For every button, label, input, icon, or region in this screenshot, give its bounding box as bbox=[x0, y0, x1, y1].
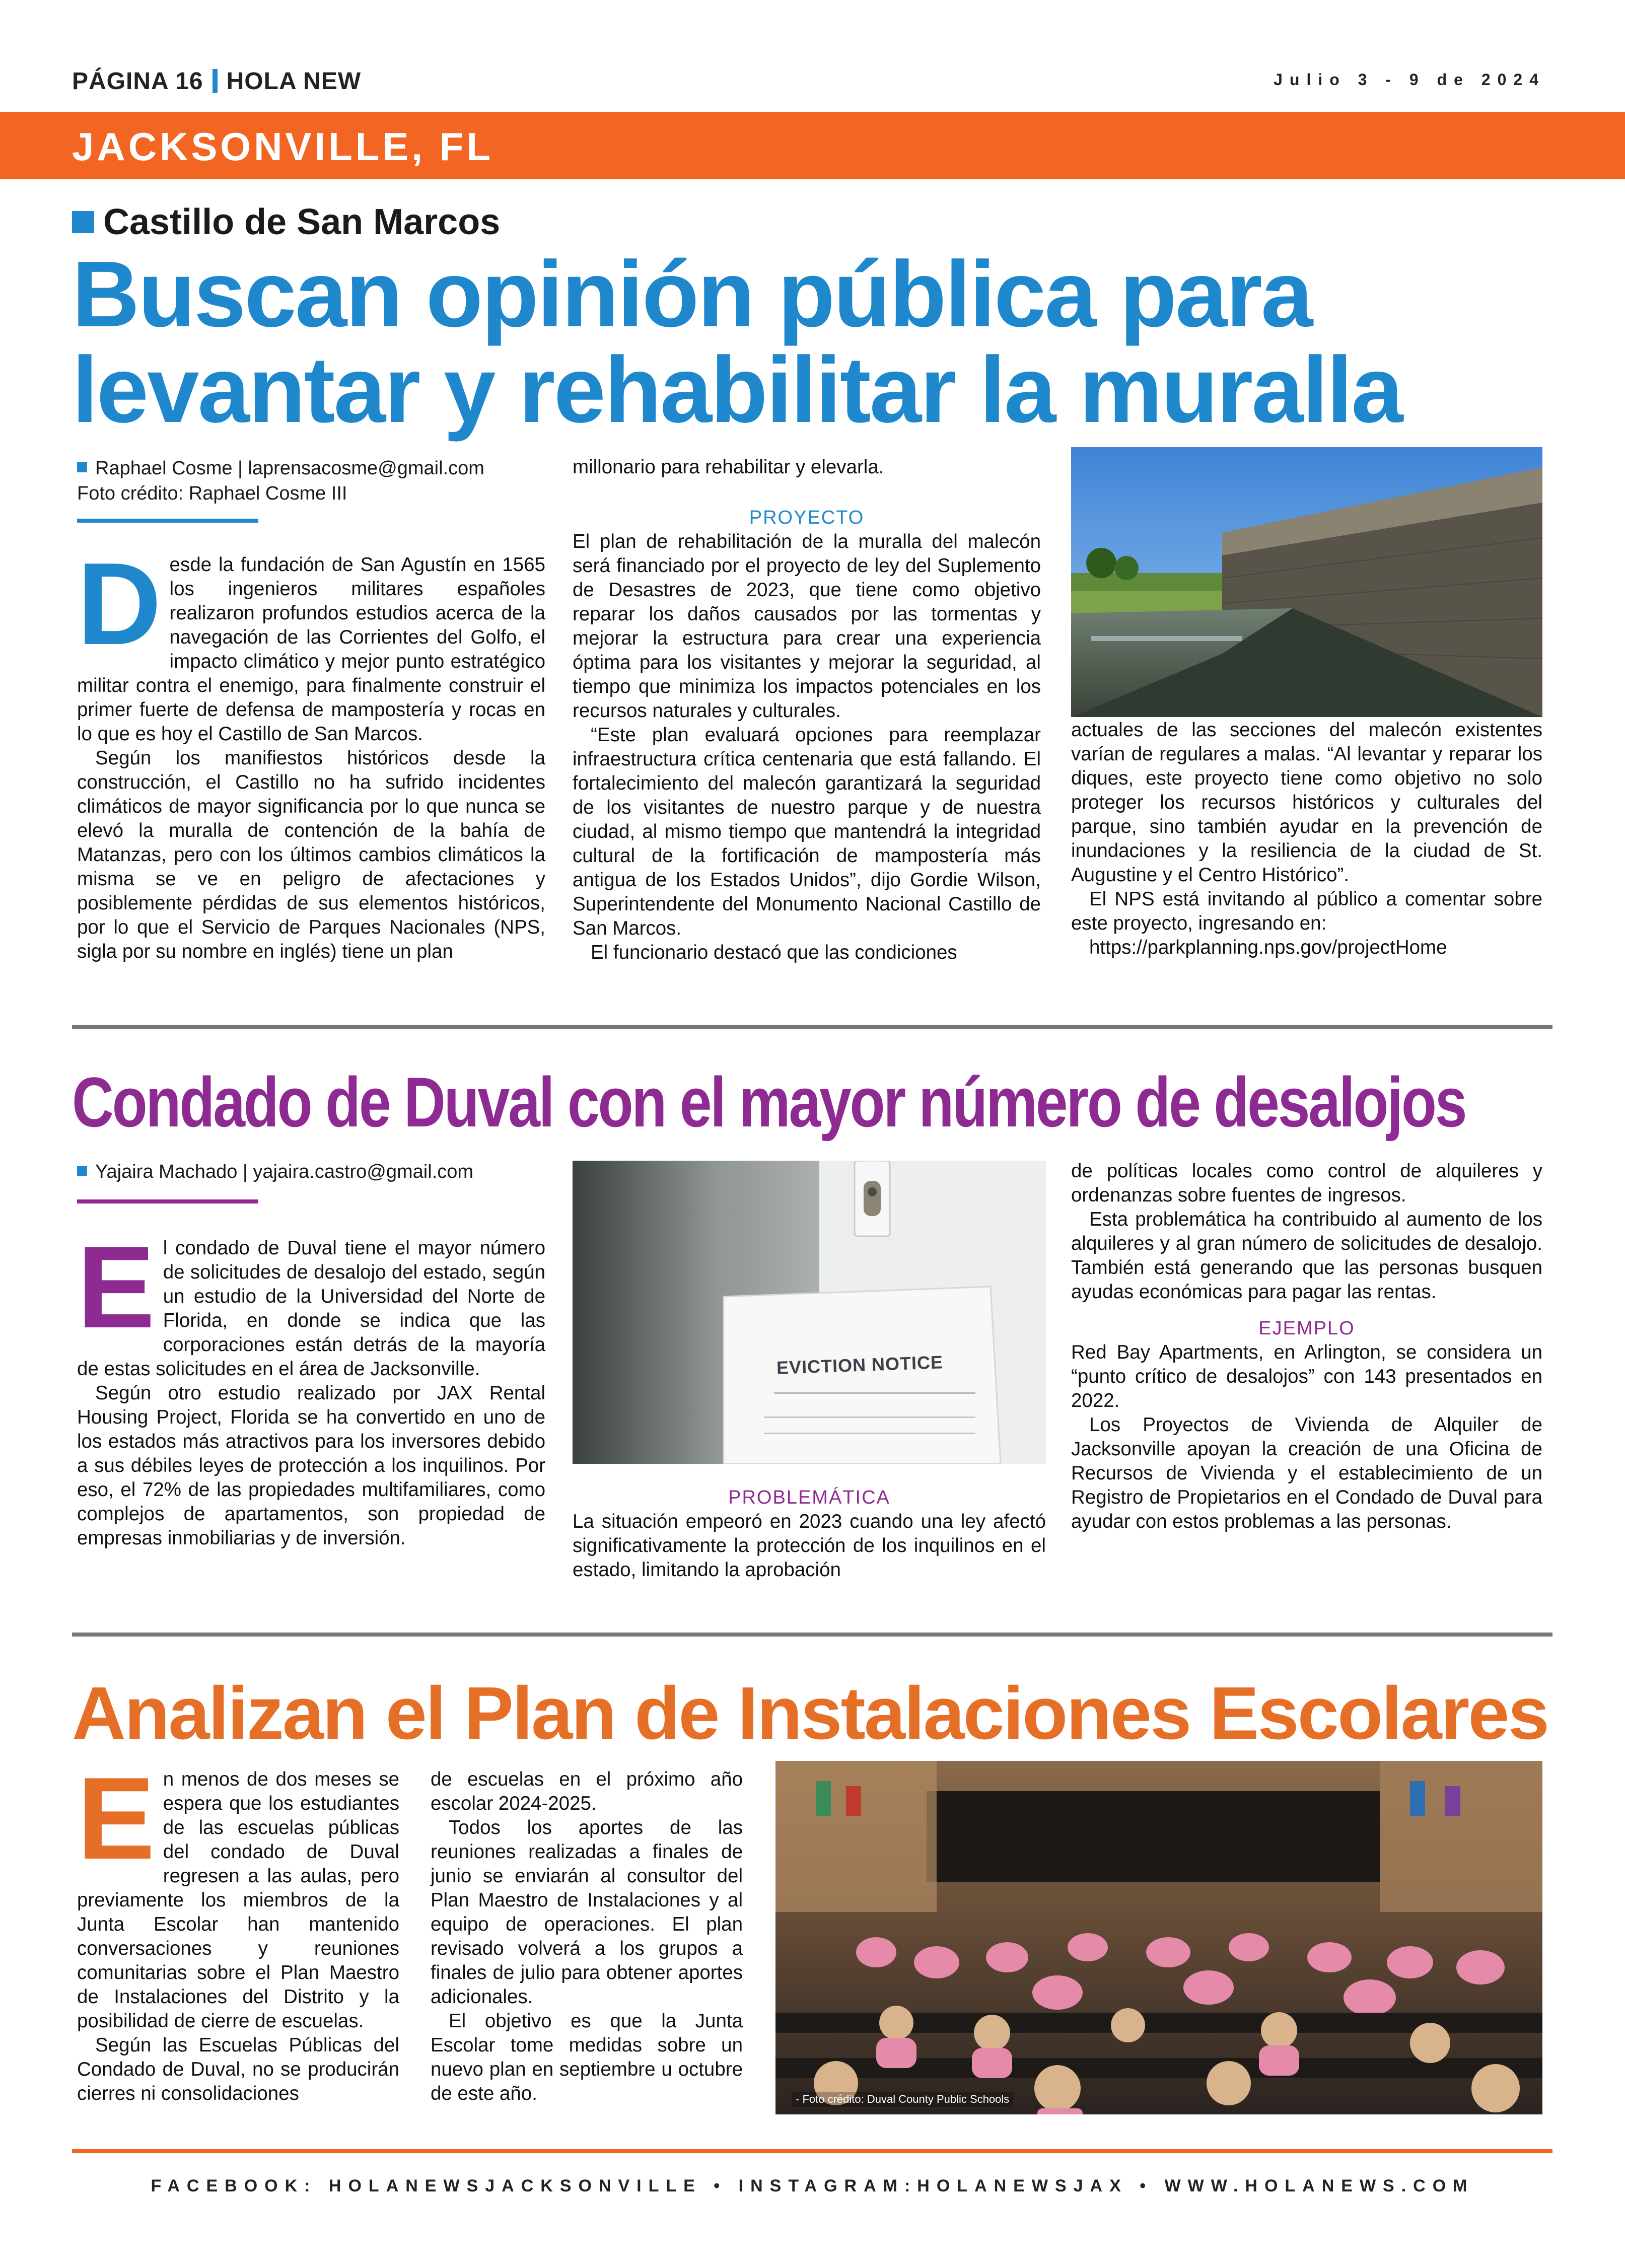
article3-column-1 bbox=[77, 1753, 399, 2106]
paragraph: de políticas locales como control de alquileres y ordenanzas sobre fuentes de ingresos. bbox=[1071, 1160, 1542, 1206]
article1-column-1 bbox=[77, 539, 545, 964]
castle-photo bbox=[1071, 447, 1542, 717]
drop-cap: E bbox=[77, 1222, 155, 1353]
page-number: PÁGINA 16 bbox=[72, 68, 203, 95]
article2-headline: Condado de Duval con el mayor número de desalojos bbox=[72, 1062, 1466, 1142]
footer-social-links: FACEBOOK: HOLANEWSJACKSONVILLE • INSTAGRAM:HOLANEWSJAX • WWW.HOLANEWS.COM bbox=[151, 2176, 1474, 2195]
byline-rule bbox=[77, 519, 258, 523]
page-label bbox=[72, 67, 361, 95]
article1-headline: Buscan opinión pública para levantar y rehabilitar la muralla bbox=[72, 242, 1402, 442]
paragraph: El funcionario destacó que las condiciones bbox=[591, 942, 957, 963]
article1-kicker-text: Castillo de San Marcos bbox=[103, 202, 501, 242]
paragraph: Según otro estudio realizado por JAX Rental Housing Project, Florida se ha convertido en uno de los estados más atractivos para los inversores debido a sus débiles leyes de protección a los inquilinos. Por eso, el 72% de las propiedades multifamiliares, como complejos de apartamentos, son propiedad de empresas inmobiliarias y de inversión. bbox=[77, 1382, 545, 1549]
paragraph: La situación empeoró en 2023 cuando una ley afectó significativamente la protección de los inquilinos en el estado, limitando la aprobación bbox=[573, 1511, 1046, 1581]
article2-column-2 bbox=[573, 1485, 1046, 1582]
paragraph: actuales de las secciones del malecón existentes varían de regulares a malas. “Al levantar y reparar los diques, este proyecto tiene como objetivo no solo proteger los recursos históricos y culturales del parque, sino también ayudar en la prevención de inundaciones y la resiliencia de la ciudad de St. Augustine y el Centro Histórico”. bbox=[1071, 719, 1542, 886]
nps-link[interactable]: https://parkplanning.nps.gov/projectHome bbox=[1089, 937, 1447, 958]
paragraph: millonario para rehabilitar y elevarla. bbox=[573, 456, 884, 478]
paragraph: El plan de rehabilitación de la muralla del malecón será financiado por el proyecto de ley del Suplemento de Desastres de 2023, que tiene como objetivo reparar los daños causados por las tormentas y mejorar la estructura para crear una experiencia óptima para los visitantes y mejorar la seguridad, al tiempo que minimiza los impactos potenciales en los recursos naturales y culturales. bbox=[573, 531, 1041, 722]
subhead-proyecto: PROYECTO bbox=[749, 507, 865, 528]
footer-rule bbox=[72, 2149, 1552, 2153]
photo-caption: - Foto crédito: Duval County Public Schools bbox=[792, 2092, 1013, 2107]
article1-kicker bbox=[72, 201, 500, 243]
article2-author: Yajaira Machado | yajaira.castro@gmail.com bbox=[95, 1161, 474, 1182]
article2-byline bbox=[77, 1159, 550, 1184]
eviction-notice-text: EVICTION NOTICE bbox=[776, 1352, 944, 1378]
paragraph: El objetivo es que la Junta Escolar tome medidas sobre un nuevo plan en septiembre u octubre de este año. bbox=[431, 2010, 743, 2104]
square-bullet-icon bbox=[77, 462, 87, 472]
paragraph: Todos los aportes de las reuniones realizadas a finales de junio se enviarán al consultor del Plan Maestro de Instalaciones y al equipo de operaciones. El plan revisado volverá a los grupos a finales de julio para obtener aportes adicionales. bbox=[431, 1817, 743, 2008]
byline-rule bbox=[77, 1199, 258, 1203]
paragraph: Esta problemática ha contribuido al aumento de los alquileres y al gran número de solicitudes de desalojo. También está generando que las personas busquen ayudas económicas para pagar las rentas. bbox=[1071, 1209, 1542, 1303]
square-bullet-icon bbox=[72, 211, 94, 233]
subhead-ejemplo: EJEMPLO bbox=[1258, 1318, 1355, 1339]
paragraph: Según los manifiestos históricos desde la construcción, el Castillo no ha sufrido incidentes climáticos de mayor significancia por lo que nunca se elevó la muralla de contención de la bahía de Matanzas, pero con los últimos cambios climáticos la misma se ve en peligro de afectaciones y posiblemente pérdidas de sus elementos históricos, por lo que el Servicio de Parques Nacionales (NPS, sigla por su nombre en inglés) tiene un plan bbox=[77, 747, 545, 962]
article2-column-3 bbox=[1071, 1159, 1542, 1534]
section-divider bbox=[72, 1633, 1552, 1637]
drop-cap: D bbox=[77, 539, 162, 669]
article1-photo-credit: Foto crédito: Raphael Cosme III bbox=[77, 483, 347, 504]
subhead-problematica: PROBLEMÁTICA bbox=[728, 1487, 890, 1508]
article1-column-2 bbox=[573, 455, 1041, 965]
article2-column-1 bbox=[77, 1222, 545, 1550]
issue-date: Julio 3 - 9 de 2024 bbox=[1274, 70, 1545, 89]
eviction-notice-photo bbox=[573, 1161, 1046, 1464]
section-divider bbox=[72, 1025, 1552, 1029]
section-banner-label: JACKSONVILLE, FL bbox=[72, 124, 494, 169]
article3-headline: Analizan el Plan de Instalaciones Escolares bbox=[72, 1672, 1548, 1755]
paragraph: l condado de Duval tiene el mayor número de solicitudes de desalojo del estado, según un estudio de la Universidad del Norte de Florida, en donde se indica que las corporaciones están detrás de la mayoría de estas solicitudes en el área de Jacksonville. bbox=[77, 1237, 545, 1380]
square-bullet-icon bbox=[77, 1166, 87, 1176]
article3-column-2 bbox=[431, 1767, 743, 2106]
article1-author: Raphael Cosme | laprensacosme@gmail.com bbox=[95, 458, 484, 479]
paragraph: de escuelas en el próximo año escolar 2024-2025. bbox=[431, 1768, 743, 1814]
drop-cap: E bbox=[77, 1753, 155, 1884]
paragraph: n menos de dos meses se espera que los estudiantes de las escuelas públicas del condado de Duval regresen a las aulas, pero previamente los miembros de la Junta Escolar han mantenido conversaciones y reuniones comunitarias sobre el Plan Maestro de Instalaciones del Distrito y la posibilidad de cierre de escuelas. bbox=[77, 1768, 399, 2032]
paragraph: Los Proyectos de Vivienda de Alquiler de Jacksonville apoyan la creación de una Oficina de Recursos de Vivienda y el establecimiento de un Registro de Propietarios en el Condado de Duval para ayudar con estos problemas a las personas. bbox=[1071, 1414, 1542, 1532]
paragraph: esde la fundación de San Agustín en 1565 los ingenieros militares españoles realizaron profundos estudios acerca de la navegación de las Corrientes del Golfo, el impacto climático y mejor punto estratégico militar contra el enemigo, para finalmente construir el primer fuerte de defensa de mampostería y rocas en lo que es hoy el Castillo de San Marcos. bbox=[77, 554, 545, 745]
article1-byline bbox=[77, 456, 550, 506]
separator-bar bbox=[213, 69, 218, 93]
article1-column-3 bbox=[1071, 718, 1542, 960]
school-meeting-photo bbox=[775, 1761, 1542, 2114]
paragraph: Red Bay Apartments, en Arlington, se considera un “punto crítico de desalojos” con 143 presentados en 2022. bbox=[1071, 1341, 1542, 1411]
paragraph: El NPS está invitando al público a comentar sobre este proyecto, ingresando en: bbox=[1071, 888, 1542, 934]
section-banner bbox=[0, 112, 1625, 179]
paragraph: Según las Escuelas Públicas del Condado de Duval, no se producirán cierres ni consolidaciones bbox=[77, 2034, 399, 2104]
paragraph: “Este plan evaluará opciones para reemplazar infraestructura crítica centenaria que está fallando. El fortalecimiento del malecón garantizará la seguridad de los visitantes de nuestro parque y de nuestra ciudad, al mismo tiempo que mantendrá la integridad cultural de la fortificación de mampostería más antigua de los Estados Unidos”, dijo Gordie Wilson, Superintendente del Monumento Nacional Castillo de San Marcos. bbox=[573, 724, 1041, 939]
publication-name: HOLA NEW bbox=[226, 68, 362, 95]
